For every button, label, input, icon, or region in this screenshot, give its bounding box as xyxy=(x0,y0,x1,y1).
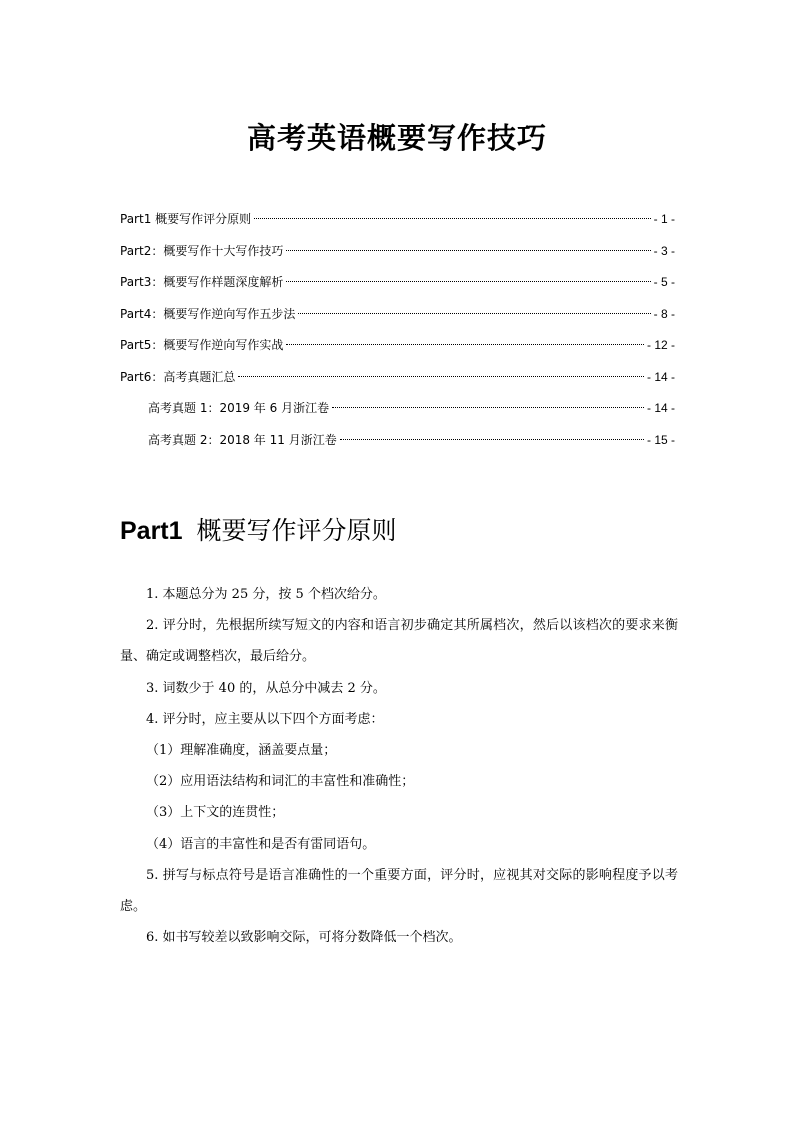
toc-entry[interactable] xyxy=(120,362,675,394)
rule-subitem: （1）理解准确度，涵盖要点量； xyxy=(146,743,337,759)
toc-entry-page: - 14 - xyxy=(646,369,675,384)
toc-entry-label: 高考真题 2：2018 年 11 月浙江卷 xyxy=(148,432,337,447)
toc-entry[interactable] xyxy=(120,236,675,268)
toc-entry-label: Part4：概要写作逆向写作五步法 xyxy=(120,306,296,321)
rule-paragraph: 6. 如书写较差以致影响交际，可将分数降低一个档次。 xyxy=(146,930,462,946)
toc-dot-leader xyxy=(286,280,650,282)
toc-dot-leader xyxy=(298,312,650,314)
toc-entry-label: Part1 概要写作评分原则 xyxy=(120,212,252,226)
section-name: 概要写作评分原则 xyxy=(196,516,397,545)
toc-entry-page: - 5 - xyxy=(653,275,675,289)
toc-entry-page: - 8 - xyxy=(653,306,675,321)
toc-entry-label: Part2：概要写作十大写作技巧 xyxy=(120,243,284,258)
toc-subentry[interactable] xyxy=(120,425,675,457)
toc-entry-label: 高考真题 1：2019 年 6 月浙江卷 xyxy=(148,401,330,415)
toc-entry[interactable] xyxy=(120,267,675,299)
toc-dot-leader xyxy=(340,438,644,440)
toc-dot-leader xyxy=(286,249,650,251)
section-body xyxy=(120,579,678,953)
section-heading xyxy=(120,511,397,551)
rule-paragraph: 4. 评分时，应主要从以下四个方面考虑： xyxy=(146,711,384,727)
section-part-number: Part1 xyxy=(120,517,183,545)
toc-entry-page: - 12 - xyxy=(646,338,675,352)
rule-subitem: （2）应用语法结构和词汇的丰富性和准确性； xyxy=(146,774,415,790)
toc-entry[interactable] xyxy=(120,204,675,236)
toc-entry-label: Part6：高考真题汇总 xyxy=(120,369,236,384)
rule-paragraph: 2. 评分时，先根据所续写短文的内容和语言初步确定其所属档次，然后以该档次的要求来衡量、确定或调整档次，最后给分。 xyxy=(120,618,678,665)
toc-entry-page: - 1 - xyxy=(653,212,675,226)
toc-entry-label: Part5：概要写作逆向写作实战 xyxy=(120,338,284,352)
rule-subitem: （4）语言的丰富性和是否有雷同语句。 xyxy=(146,836,376,852)
toc-entry-page: - 3 - xyxy=(653,243,675,258)
rule-paragraph: 1. 本题总分为 25 分，按 5 个档次给分。 xyxy=(146,587,386,602)
toc-entry[interactable] xyxy=(120,299,675,331)
toc-dot-leader xyxy=(238,375,644,377)
toc-entry-label: Part3：概要写作样题深度解析 xyxy=(120,275,284,289)
toc-dot-leader xyxy=(254,217,651,219)
table-of-contents xyxy=(120,204,675,456)
rule-subitem: （3）上下文的连贯性； xyxy=(146,805,285,821)
toc-entry[interactable] xyxy=(120,330,675,362)
toc-subentry[interactable] xyxy=(120,393,675,425)
document-title: 高考英语概要写作技巧 xyxy=(246,121,547,155)
toc-entry-page: - 14 - xyxy=(646,401,675,415)
toc-entry-page: - 15 - xyxy=(646,432,675,447)
rule-paragraph: 3. 词数少于 40 的，从总分中减去 2 分。 xyxy=(146,680,386,696)
rule-paragraph: 5. 拼写与标点符号是语言准确性的一个重要方面，评分时，应视其对交际的影响程度予以考虑。 xyxy=(120,867,678,915)
toc-dot-leader xyxy=(332,406,644,408)
toc-dot-leader xyxy=(286,343,644,345)
